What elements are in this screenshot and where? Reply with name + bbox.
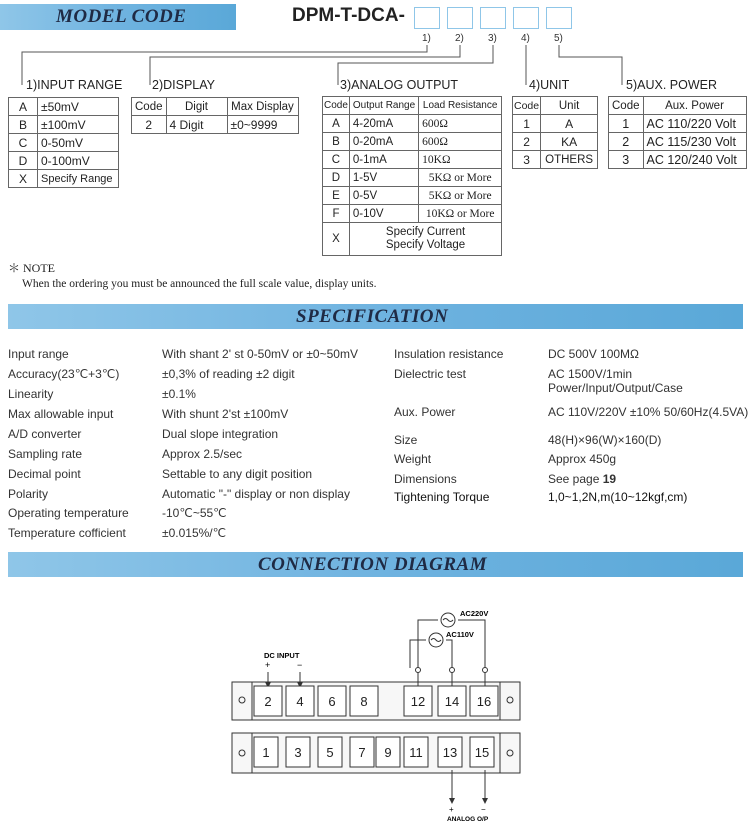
terminal-label: 15 bbox=[474, 745, 490, 760]
table-row bbox=[323, 133, 502, 151]
ac110-label: AC110V bbox=[446, 630, 474, 639]
spec-label: Size bbox=[394, 433, 418, 447]
analog-output-title: 3)ANALOG OUTPUT bbox=[340, 78, 459, 92]
analog-range: 0-10V bbox=[349, 205, 418, 223]
terminal-label: 6 bbox=[328, 694, 336, 709]
spec-value: ±0.015%/℃ bbox=[162, 526, 227, 540]
table-row bbox=[323, 205, 502, 223]
spec-value: 1,0~1,2N,m(10~12kgf,cm) bbox=[548, 490, 688, 504]
analog-load: 600Ω bbox=[419, 115, 502, 133]
unit-code: 2 bbox=[513, 133, 541, 151]
spec-value-line: AC 1500V/1min bbox=[548, 367, 633, 381]
spec-value: AC 110V/220V ±10% 50/60Hz(4.5VA) bbox=[548, 405, 748, 419]
spec-page-number[interactable]: 19 bbox=[602, 472, 617, 486]
spec-value: ±0.1% bbox=[162, 387, 196, 401]
column-header: Code bbox=[132, 98, 167, 116]
table-row bbox=[323, 151, 502, 169]
display-code: 2 bbox=[132, 116, 167, 134]
column-header: Aux. Power bbox=[643, 97, 746, 115]
input-range-code: C bbox=[9, 134, 38, 152]
table-row bbox=[9, 116, 119, 134]
input-range-value: 0-50mV bbox=[38, 134, 119, 152]
aux-power-table bbox=[608, 96, 747, 169]
input-range-table bbox=[8, 97, 119, 188]
table-row bbox=[513, 151, 598, 169]
terminal-label: 13 bbox=[442, 745, 458, 760]
analog-specify-current: Specify Current bbox=[385, 226, 466, 238]
input-range-title: 1)INPUT RANGE bbox=[26, 78, 123, 92]
terminal-label: 2 bbox=[264, 694, 272, 709]
ac220-label: AC220V bbox=[460, 609, 489, 618]
table-row bbox=[609, 115, 747, 133]
analog-range: 0-1mA bbox=[349, 151, 418, 169]
unit-code: 1 bbox=[513, 115, 541, 133]
column-header: Output Range bbox=[349, 97, 418, 115]
aux-code: 1 bbox=[609, 115, 644, 133]
input-range-value: ±50mV bbox=[38, 98, 119, 116]
spec-value: Approx 450g bbox=[548, 452, 617, 466]
spec-label: Polarity bbox=[8, 487, 49, 501]
analog-op-plus: + bbox=[449, 805, 454, 814]
input-range-code: B bbox=[9, 116, 38, 134]
display-max: ±0~9999 bbox=[227, 116, 298, 134]
terminal-label: 11 bbox=[409, 745, 423, 760]
display-digit: 4 Digit bbox=[166, 116, 227, 134]
table-row bbox=[323, 169, 502, 187]
analog-load: 10KΩ or More bbox=[419, 205, 502, 223]
unit-value: A bbox=[541, 115, 598, 133]
table-row bbox=[609, 151, 747, 169]
unit-title: 4)UNIT bbox=[529, 78, 570, 92]
table-row bbox=[9, 98, 119, 116]
terminal-label: 16 bbox=[476, 694, 492, 709]
spec-label: Operating temperature bbox=[8, 506, 129, 520]
terminal-label: 3 bbox=[294, 745, 302, 760]
column-header: Load Resistance bbox=[419, 97, 502, 115]
table-row bbox=[9, 134, 119, 152]
model-code-prefix: DPM-T-DCA- bbox=[292, 5, 405, 26]
spec-value-text: See page bbox=[548, 472, 603, 486]
input-range-value: Specify Range bbox=[38, 170, 119, 188]
display-table bbox=[131, 97, 299, 134]
analog-range: 0-5V bbox=[349, 187, 418, 205]
spec-value: Dual slope integration bbox=[162, 427, 279, 441]
table-row bbox=[9, 152, 119, 170]
analog-load: 5KΩ or More bbox=[419, 187, 502, 205]
analog-range: 1-5V bbox=[349, 169, 418, 187]
analog-output-table bbox=[322, 96, 502, 256]
terminal-label: 14 bbox=[444, 694, 460, 709]
terminal-label: 9 bbox=[384, 745, 392, 760]
table-row bbox=[513, 133, 598, 151]
spec-value: With shant 2' st 0-50mV or ±0~50mV bbox=[162, 347, 358, 361]
dc-input-minus: − bbox=[297, 660, 303, 670]
analog-load: 600Ω bbox=[419, 133, 502, 151]
analog-code: B bbox=[323, 133, 350, 151]
table-row bbox=[132, 116, 299, 134]
input-range-code: A bbox=[9, 98, 38, 116]
spec-value: DC 500V 100MΩ bbox=[548, 347, 640, 361]
segment-label-2: 2) bbox=[455, 33, 464, 44]
note-text: When the ordering you must be announced the full scale value, display units. bbox=[22, 278, 377, 290]
spec-label: Insulation resistance bbox=[394, 347, 504, 361]
unit-table bbox=[512, 96, 598, 169]
column-header: Code bbox=[323, 97, 350, 115]
segment-label-4: 4) bbox=[521, 33, 530, 44]
spec-value: Settable to any digit position bbox=[162, 467, 313, 481]
table-header-row bbox=[323, 97, 502, 115]
connection-diagram-title: CONNECTION DIAGRAM bbox=[258, 554, 488, 575]
spec-label: Aux. Power bbox=[394, 405, 456, 419]
display-title: 2)DISPLAY bbox=[152, 78, 215, 92]
spec-value-line: Power/Input/Output/Case bbox=[548, 381, 683, 395]
analog-range: 0-20mA bbox=[349, 133, 418, 151]
aux-code: 2 bbox=[609, 133, 644, 151]
analog-code: C bbox=[323, 151, 350, 169]
segment-label-1: 1) bbox=[422, 33, 431, 44]
spec-value: 48(H)×96(W)×160(D) bbox=[548, 433, 662, 447]
spec-value: With shunt 2'st ±100mV bbox=[162, 407, 289, 421]
table-header-row bbox=[609, 97, 747, 115]
spec-label: Tightening Torque bbox=[394, 490, 490, 504]
segment-label-5: 5) bbox=[554, 33, 563, 44]
analog-code: D bbox=[323, 169, 350, 187]
column-header: Code bbox=[609, 97, 644, 115]
aux-power-title: 5)AUX. POWER bbox=[626, 78, 717, 92]
spec-value: ±0,3% of reading ±2 digit bbox=[162, 367, 295, 381]
segment-label-3: 3) bbox=[488, 33, 497, 44]
analog-op-minus: − bbox=[481, 805, 486, 814]
table-header-row bbox=[513, 97, 598, 115]
terminal-label: 12 bbox=[410, 694, 426, 709]
spec-label: Dielectric test bbox=[394, 367, 467, 381]
spec-value bbox=[548, 472, 616, 486]
analog-code: F bbox=[323, 205, 350, 223]
spec-label: Max allowable input bbox=[8, 407, 114, 421]
input-range-code: D bbox=[9, 152, 38, 170]
model-code-title: MODEL CODE bbox=[56, 6, 187, 27]
unit-code: 3 bbox=[513, 151, 541, 169]
specification-title: SPECIFICATION bbox=[296, 306, 449, 327]
spec-value: Automatic "-" display or non display bbox=[162, 487, 350, 501]
terminal-label: 1 bbox=[262, 745, 270, 760]
analog-load: 5KΩ or More bbox=[419, 169, 502, 187]
table-row bbox=[323, 223, 502, 256]
input-range-value: 0-100mV bbox=[38, 152, 119, 170]
analog-op-label: ANALOG O/P bbox=[447, 816, 489, 823]
table-row bbox=[323, 187, 502, 205]
column-header: Code bbox=[513, 97, 541, 115]
terminal-label: 5 bbox=[326, 745, 334, 760]
spec-label: Decimal point bbox=[8, 467, 81, 481]
spec-value: -10℃~55℃ bbox=[162, 506, 227, 520]
spec-value: Approx 2.5/sec bbox=[162, 447, 243, 461]
table-row bbox=[609, 133, 747, 151]
note-title: ＊ NOTE bbox=[8, 261, 55, 275]
analog-load: 10KΩ bbox=[419, 151, 502, 169]
analog-code: E bbox=[323, 187, 350, 205]
aux-code: 3 bbox=[609, 151, 644, 169]
table-row bbox=[9, 170, 119, 188]
table-row bbox=[513, 115, 598, 133]
terminal-label: 8 bbox=[360, 694, 368, 709]
column-header: Unit bbox=[541, 97, 598, 115]
dc-input-label: DC INPUT bbox=[264, 651, 300, 660]
specification-banner bbox=[8, 304, 743, 329]
input-range-value: ±100mV bbox=[38, 116, 119, 134]
spec-label: Temperature cofficient bbox=[8, 526, 126, 540]
unit-value: OTHERS bbox=[541, 151, 598, 169]
column-header: Digit bbox=[166, 98, 227, 116]
aux-value: AC 120/240 Volt bbox=[643, 151, 746, 169]
spec-label: Linearity bbox=[8, 387, 54, 401]
table-row bbox=[323, 115, 502, 133]
dc-input-plus: + bbox=[265, 660, 271, 670]
spec-label: Accuracy(23℃+3℃) bbox=[8, 367, 120, 381]
analog-code: X bbox=[323, 223, 350, 256]
aux-value: AC 115/230 Volt bbox=[643, 133, 746, 151]
column-header: Max Display bbox=[227, 98, 298, 116]
connection-diagram-banner bbox=[8, 552, 743, 577]
spec-value bbox=[548, 367, 683, 395]
analog-specify-voltage: Specify Voltage bbox=[385, 239, 466, 251]
table-header-row bbox=[132, 98, 299, 116]
spec-label: Dimensions bbox=[394, 472, 457, 486]
spec-label: A/D converter bbox=[8, 427, 82, 441]
terminal-label: 4 bbox=[296, 694, 304, 709]
connection-diagram bbox=[0, 590, 748, 831]
spec-label: Input range bbox=[8, 347, 69, 361]
terminal-label: 7 bbox=[358, 745, 366, 760]
spec-label: Weight bbox=[394, 452, 432, 466]
unit-value: KA bbox=[541, 133, 598, 151]
spec-label: Sampling rate bbox=[8, 447, 83, 461]
aux-value: AC 110/220 Volt bbox=[643, 115, 746, 133]
input-range-code: X bbox=[9, 170, 38, 188]
analog-range: 4-20mA bbox=[349, 115, 418, 133]
analog-code: A bbox=[323, 115, 350, 133]
